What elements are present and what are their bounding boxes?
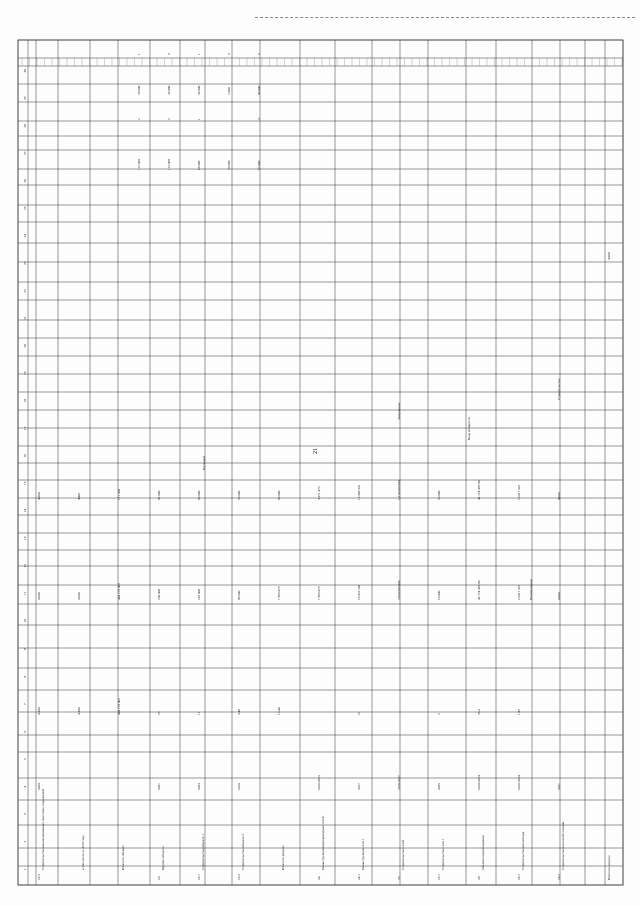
row-name: Строительство коллектора xyxy=(521,831,525,870)
row-year: 2020 xyxy=(37,783,41,790)
summary-value: 3 xyxy=(257,118,261,120)
section-label: Наименование xyxy=(529,578,533,600)
row-year: 2025 xyxy=(437,783,441,790)
summary-value: 112 000 xyxy=(137,159,141,170)
row-code: 24. xyxy=(317,875,321,880)
header-number: 4 xyxy=(23,785,27,788)
header-number: 25 xyxy=(23,206,27,210)
row-val2: 216 000 xyxy=(197,588,201,600)
summary-value: 2 xyxy=(167,118,171,120)
row-val2: 7 365 075 xyxy=(317,586,321,600)
summary-value: 2 xyxy=(137,118,141,120)
header-number: 11 xyxy=(23,591,27,595)
row-val2: 444 278 062 xyxy=(117,583,121,600)
header-number: 23 xyxy=(23,261,27,265)
row-year: 2023 xyxy=(197,783,201,790)
row-name: Строительство канализационных очистных сооружений xyxy=(41,788,45,870)
header-number: 3 xyxy=(23,813,27,815)
row-year: 2018 xyxy=(237,783,241,790)
header-number: 9 xyxy=(23,648,27,650)
row-val1: 21 xyxy=(357,711,361,715)
row-year: 2019-2023 xyxy=(317,775,321,790)
page-number: 21 xyxy=(313,448,319,454)
row-name: Строительство объекта 1 xyxy=(201,833,205,870)
row-name: Строительство насосной станции xyxy=(561,821,565,870)
row-name: Итого по объекту xyxy=(121,844,125,870)
header-number: 17 xyxy=(23,426,27,430)
section-label: Пусковой xyxy=(202,456,206,470)
row-code: 23.1 xyxy=(197,874,201,880)
header-number: 8 xyxy=(23,675,27,678)
row-val3: 68 000 xyxy=(277,490,281,500)
row-val1: 3,40 xyxy=(237,709,241,715)
row-val1: 25 xyxy=(157,711,161,715)
summary-value: 20 000 xyxy=(227,160,231,170)
row-val1: 13,40 xyxy=(277,707,281,715)
row-code: 26.1 xyxy=(517,874,521,880)
row-val2: 10 011 325 xyxy=(517,584,521,600)
row-val3: 15 860 331 xyxy=(357,484,361,500)
summary-value: 7 000 xyxy=(227,87,231,95)
row-name: Реконструкция водопроводных сетей xyxy=(321,816,325,870)
row-name: Строительство объекта 2 xyxy=(241,833,245,870)
header-number: 6 xyxy=(23,730,27,733)
row-val2: 19 822 203 xyxy=(357,584,361,600)
summary-value: 3 xyxy=(227,53,231,55)
header-number: 30 xyxy=(23,69,27,73)
header-number: 20 xyxy=(23,344,27,348)
row-name: в том числе: в 2019 году xyxy=(81,835,85,870)
header-number: 26 xyxy=(23,179,27,183)
summary-value: 92 000 xyxy=(257,160,261,170)
row-val2: 42 774 497,80 xyxy=(477,580,481,600)
summary-value: 74 000 xyxy=(167,85,171,95)
header-number: 16 xyxy=(23,454,27,458)
header-number: 5 xyxy=(23,758,27,760)
row-val2: 4 000 xyxy=(37,592,41,600)
header-number: 18 xyxy=(23,399,27,403)
row-val2: 10 000 xyxy=(437,590,441,600)
header-number: 19 xyxy=(23,371,27,375)
row-year: 2017 xyxy=(357,783,361,790)
row-name: Строительство сетей xyxy=(401,839,405,870)
section-label: Ввод мощности xyxy=(467,417,471,440)
row-val3: 20 000 xyxy=(437,490,441,500)
footer-total-label: Итого по разделу xyxy=(607,855,611,880)
header-number: 10 xyxy=(23,619,27,623)
row-val3: 1 014 000 000 xyxy=(397,480,401,500)
row-code: 25. xyxy=(397,875,401,880)
header-number: 1 xyxy=(23,868,27,870)
header-number: 14 xyxy=(23,509,27,513)
row-val3: 4 000 xyxy=(37,492,41,500)
row-name: Итого по разделу xyxy=(281,845,285,870)
row-year: 2019-2027 xyxy=(397,775,401,790)
row-name: Строительство сети 1 xyxy=(441,838,445,870)
header-number: 12 xyxy=(23,564,27,568)
summary-value: 24 000 xyxy=(197,85,201,95)
row-val2: 89 000 xyxy=(237,590,241,600)
summary-value: 1 xyxy=(137,53,141,55)
row-val3: 4 000 xyxy=(557,492,561,500)
row-year: 2018-2024 xyxy=(477,775,481,790)
row-val1: 1,85 xyxy=(517,709,521,715)
row-code: 24.1 xyxy=(357,874,361,880)
header-number: 29 xyxy=(23,96,27,100)
row-val2: 250 000 xyxy=(157,588,161,600)
row-val1: 11 xyxy=(197,711,201,715)
row-val2: 7 365 075 xyxy=(277,586,281,600)
row-code: 23. xyxy=(157,875,161,880)
row-year: 2019-2024 xyxy=(517,775,521,790)
row-code: 26. xyxy=(477,875,481,880)
header-number: 13 xyxy=(23,536,27,540)
row-name: Объекты водоотведения xyxy=(481,835,485,870)
footer-total-value: 4 000 xyxy=(607,252,611,260)
summary-value: 3 xyxy=(167,53,171,55)
header-number: 24 xyxy=(23,234,27,238)
row-name: Прочие объекты xyxy=(161,846,165,870)
summary-value: 1 xyxy=(197,118,201,120)
row-val1: 5 xyxy=(437,713,441,715)
header-number: 28 xyxy=(23,124,27,128)
row-val3: 171 300 xyxy=(117,488,121,500)
row-val3: 42 774 497,80 xyxy=(477,480,481,500)
row-val3: 92 000 xyxy=(157,490,161,500)
header-number: 22 xyxy=(23,289,27,293)
row-val1: 444 278 062 xyxy=(117,698,121,715)
section-label: Завершение xyxy=(397,402,401,420)
section-label: Строительство xyxy=(557,378,561,400)
row-val1: 35,3 xyxy=(477,709,481,715)
row-val1: 4 000 xyxy=(77,707,81,715)
header-number: 7 xyxy=(23,703,27,705)
summary-value: 40 000 xyxy=(257,85,261,95)
header-number: 2 xyxy=(23,840,27,843)
row-val1: 4 000 xyxy=(37,707,41,715)
row-year: 2021 xyxy=(157,783,161,790)
row-val3: 10 011 325 xyxy=(517,484,521,500)
summary-value: 5 xyxy=(257,53,261,55)
row-val3: 4000 xyxy=(77,493,81,500)
row-code: 26.2 xyxy=(557,874,561,880)
summary-value: 112 000 xyxy=(167,159,171,170)
header-number: 15 xyxy=(23,481,27,485)
row-val3: 3 371 475 xyxy=(317,486,321,500)
row-name: Реконструкция сети 1 xyxy=(361,838,365,870)
header-number: 21 xyxy=(23,316,27,320)
summary-value: 74 000 xyxy=(137,85,141,95)
row-code: 23.2 xyxy=(237,874,241,880)
row-code: 22.5 xyxy=(37,874,41,880)
row-val2: 3 854 000 000 xyxy=(397,580,401,600)
row-val3: 68 000 xyxy=(197,490,201,500)
row-code: 25.1 xyxy=(437,874,441,880)
row-val3: 20 000 xyxy=(237,490,241,500)
row-val2: 4 000 xyxy=(557,592,561,600)
row-val2: 4 000 xyxy=(77,592,81,600)
header-number: 27 xyxy=(23,151,27,155)
summary-value: 1 xyxy=(197,53,201,55)
row-year: 2021 xyxy=(557,783,561,790)
summary-value: 68 000 xyxy=(197,160,201,170)
